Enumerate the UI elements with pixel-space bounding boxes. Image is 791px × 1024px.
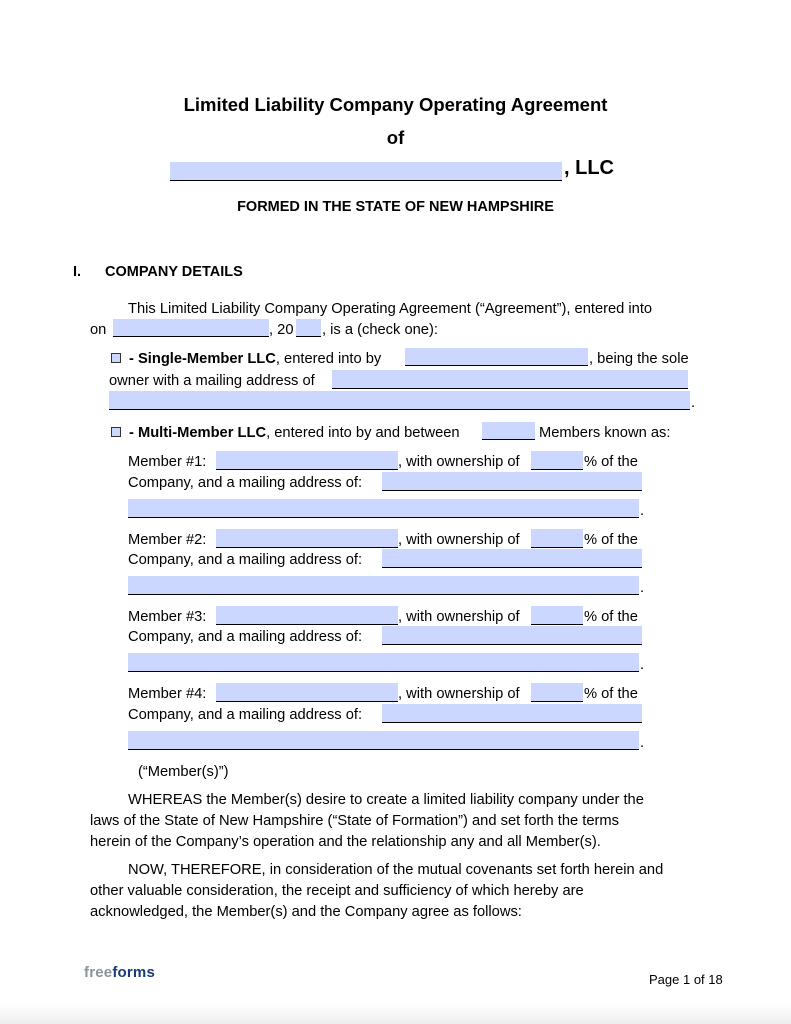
now-therefore-line-3: acknowledged, the Member(s) and the Company agree as follows: bbox=[90, 904, 522, 920]
member-2-period: . bbox=[640, 580, 645, 596]
whereas-line-2: laws of the State of New Hampshire (“State of Formation”) and set forth the terms bbox=[90, 813, 619, 829]
member-1-address-label: Company, and a mailing address of: bbox=[128, 475, 363, 491]
member-2-pct: % of the bbox=[584, 532, 638, 548]
member-3-address-label: Company, and a mailing address of: bbox=[128, 629, 363, 645]
member-2-address-field-1[interactable] bbox=[382, 549, 642, 568]
single-entered-by: , entered into by bbox=[275, 351, 382, 367]
member-2-name-field[interactable] bbox=[216, 529, 398, 548]
logo-free-text: free bbox=[84, 964, 113, 981]
member-4-label: Member #4: bbox=[128, 686, 207, 702]
intro-check-one: , is a (check one): bbox=[322, 322, 438, 338]
section-title: COMPANY DETAILS bbox=[105, 264, 243, 280]
member-3-pct: % of the bbox=[584, 609, 638, 625]
member-2-percent-field[interactable] bbox=[531, 529, 583, 548]
member-1-address-field-2[interactable] bbox=[128, 499, 639, 518]
single-period: . bbox=[691, 395, 696, 411]
member-4-pct: % of the bbox=[584, 686, 638, 702]
member-3-address-field-1[interactable] bbox=[382, 626, 642, 645]
single-owner-line: owner with a mailing address of bbox=[109, 373, 315, 389]
now-therefore-line-2: other valuable consideration, the receipt and sufficiency of which hereby are bbox=[90, 883, 584, 899]
member-2-label: Member #2: bbox=[128, 532, 207, 548]
member-1-ownership: , with ownership of bbox=[398, 454, 520, 470]
section-number: I. bbox=[73, 264, 82, 280]
members-note: (“Member(s)”) bbox=[138, 764, 229, 780]
document-title: Limited Liability Company Operating Agreement bbox=[183, 94, 608, 115]
single-address-field-2[interactable] bbox=[109, 391, 690, 410]
now-therefore-line-1: NOW, THEREFORE, in consideration of the mutual covenants set forth herein and bbox=[128, 862, 664, 878]
state-subtitle: FORMED IN THE STATE OF NEW HAMPSHIRE bbox=[237, 199, 554, 215]
multi-member-label: - Multi-Member LLC bbox=[129, 425, 267, 441]
member-4-name-field[interactable] bbox=[216, 683, 398, 702]
multi-member-checkbox[interactable] bbox=[111, 427, 121, 437]
member-3-label: Member #3: bbox=[128, 609, 207, 625]
page-number: Page 1 of 18 bbox=[649, 972, 723, 987]
member-3-name-field[interactable] bbox=[216, 606, 398, 625]
llc-suffix: , LLC bbox=[564, 157, 614, 179]
agreement-date-field[interactable] bbox=[113, 319, 269, 337]
member-3-period: . bbox=[640, 657, 645, 673]
agreement-year-field[interactable] bbox=[296, 319, 321, 337]
multi-entered-by: , entered into by and between bbox=[266, 425, 460, 441]
member-4-address-label: Company, and a mailing address of: bbox=[128, 707, 363, 723]
member-4-address-field-1[interactable] bbox=[382, 704, 642, 723]
multi-members-known: Members known as: bbox=[539, 425, 671, 441]
member-2-address-field-2[interactable] bbox=[128, 576, 639, 595]
member-3-ownership: , with ownership of bbox=[398, 609, 520, 625]
member-1-address-field-1[interactable] bbox=[382, 472, 642, 491]
whereas-line-3: herein of the Company’s operation and the relationship any and all Member(s). bbox=[90, 834, 601, 850]
member-2-ownership: , with ownership of bbox=[398, 532, 520, 548]
member-4-period: . bbox=[640, 735, 645, 751]
whereas-line-1: WHEREAS the Member(s) desire to create a limited liability company under the bbox=[128, 792, 644, 808]
title-of: of bbox=[386, 127, 405, 148]
single-being-sole: , being the sole bbox=[589, 351, 689, 367]
member-1-period: . bbox=[640, 503, 645, 519]
multi-member-line bbox=[129, 424, 460, 442]
member-1-label: Member #1: bbox=[128, 454, 207, 470]
single-address-field-1[interactable] bbox=[332, 370, 688, 389]
page-bottom-shadow bbox=[0, 1004, 791, 1024]
member-1-name-field[interactable] bbox=[216, 451, 398, 470]
member-2-address-label: Company, and a mailing address of: bbox=[128, 552, 363, 568]
logo-forms-text: forms bbox=[112, 964, 156, 981]
single-member-line bbox=[129, 350, 381, 368]
member-1-percent-field[interactable] bbox=[531, 451, 583, 470]
member-4-ownership: , with ownership of bbox=[398, 686, 520, 702]
intro-on: on bbox=[90, 322, 107, 338]
single-member-checkbox[interactable] bbox=[111, 353, 121, 363]
member-1-pct: % of the bbox=[584, 454, 638, 470]
member-3-address-field-2[interactable] bbox=[128, 653, 639, 672]
member-4-percent-field[interactable] bbox=[531, 683, 583, 702]
member-4-address-field-2[interactable] bbox=[128, 731, 639, 750]
single-member-label: - Single-Member LLC bbox=[129, 351, 276, 367]
single-member-name-field[interactable] bbox=[405, 348, 588, 366]
intro-line-1: This Limited Liability Company Operating Agreement (“Agreement”), entered into bbox=[128, 301, 653, 317]
intro-comma-20: , 20 bbox=[269, 322, 294, 338]
member-count-field[interactable] bbox=[482, 422, 535, 440]
member-3-percent-field[interactable] bbox=[531, 606, 583, 625]
freeforms-logo bbox=[84, 964, 155, 981]
company-name-field[interactable] bbox=[170, 162, 562, 181]
